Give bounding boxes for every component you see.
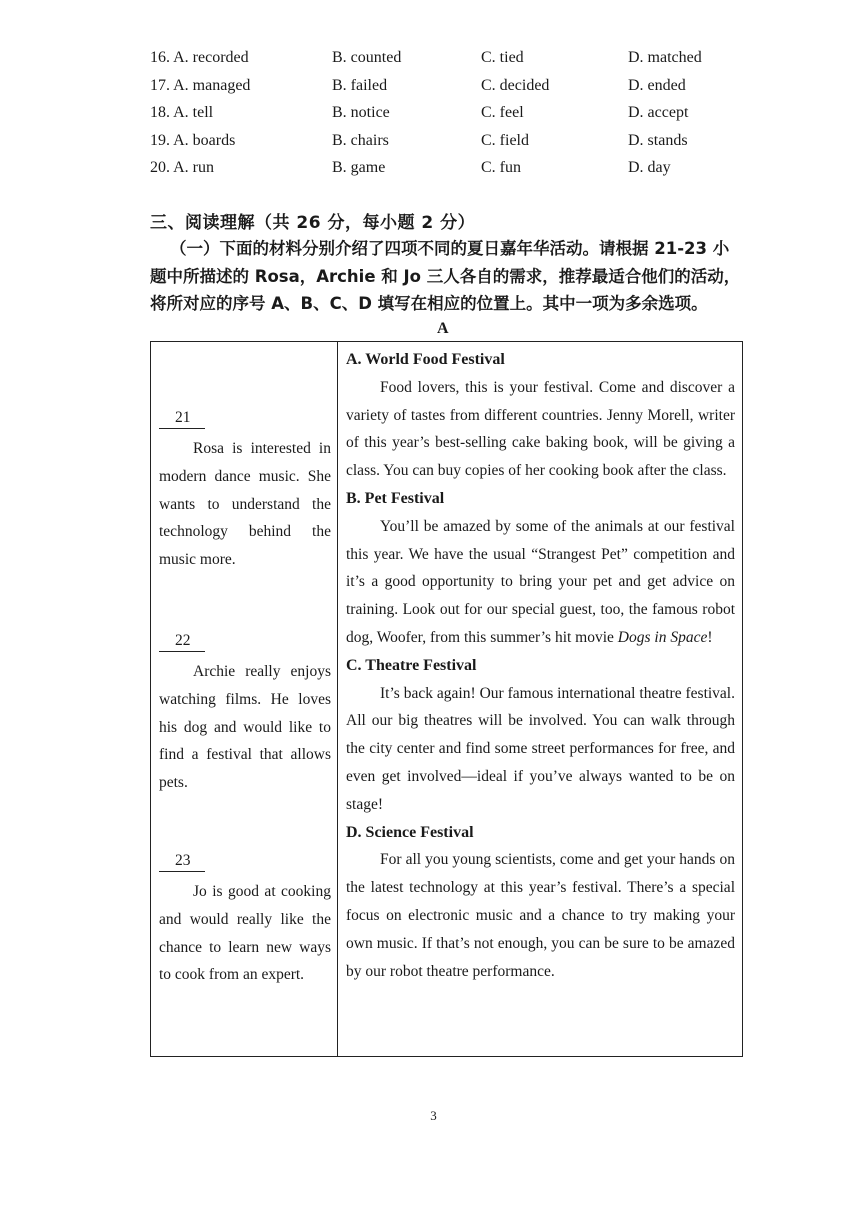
option-row (150, 154, 750, 182)
festival-title: A. World Food Festival (346, 351, 505, 368)
answer-blank[interactable]: 22 (159, 631, 205, 652)
option-c: C. field (481, 131, 529, 149)
options-list (150, 44, 750, 182)
answer-blank[interactable]: 21 (159, 408, 205, 429)
column-divider (337, 342, 338, 1056)
section-title: 三、阅读理解（共 26 分，每小题 2 分） (150, 213, 476, 233)
option-c: C. decided (481, 76, 550, 94)
option-a: 18. A. tell (150, 104, 214, 121)
question-text: Jo is good at cooking and would really like the chance to learn new ways to cook from an expert. (159, 883, 331, 984)
option-b: B. game (332, 159, 386, 176)
option-row (150, 72, 750, 100)
option-c: C. feel (481, 104, 524, 121)
part-label: A (437, 320, 449, 337)
instruction-text: （一）下面的材料分别介绍了四项不同的夏日嘉年华活动。请根据 21-23 小题中所描述的 Rosa，Archie 和 Jo 三人各自的需求，推荐最适合他们的活动，将所对应的序号 A、B、C、D 填写在相应的位置上。其中一项为多余选项。 (150, 239, 741, 313)
option-b: B. chairs (332, 131, 389, 149)
answer-blank[interactable]: 23 (159, 851, 205, 872)
option-a: 17. A. managed (150, 76, 251, 94)
option-row (150, 44, 750, 72)
festival-a (346, 346, 735, 485)
festival-title: D. Science Festival (346, 823, 474, 841)
festival-c (346, 652, 735, 819)
option-b: B. failed (332, 76, 388, 94)
option-row (150, 127, 750, 155)
option-c: C. fun (481, 159, 521, 176)
option-d: D. stands (628, 131, 688, 149)
festival-d (346, 819, 735, 986)
option-a: 19. A. boards (150, 131, 236, 149)
festival-b (346, 485, 735, 652)
option-a: 16. A. recorded (150, 49, 249, 66)
question-21 (159, 404, 331, 574)
festival-text (346, 513, 735, 652)
option-c: C. tied (481, 49, 524, 66)
option-a: 20. A. run (150, 159, 214, 176)
question-22 (159, 627, 331, 797)
option-d: D. day (628, 159, 671, 176)
festival-table (150, 341, 743, 1057)
festival-title: B. Pet Festival (346, 489, 445, 507)
festival-title: C. Theatre Festival (346, 656, 477, 674)
question-text: Archie really enjoys watching films. He loves his dog and would like to find a festival that allows pets. (159, 663, 331, 792)
section-instruction (150, 235, 745, 318)
page-number: 3 (430, 1108, 437, 1123)
option-b: B. notice (332, 104, 390, 121)
festival-text: For all you young scientists, come and get your hands on the latest technology at this year’s festival. There’s a special focus on electronic music and a chance to try making your own music. If that’s not enough, you can be sure to be amazed by our robot theatre performance. (346, 851, 735, 980)
festival-text: Food lovers, this is your festival. Come and discover a variety of tastes from different countries. Jenny Morell, writer of this year’s best-selling cake baking book, will be giving a class. You can buy copies of her cooking book after the class. (346, 378, 735, 480)
festivals-column (346, 346, 735, 985)
question-23 (159, 847, 331, 989)
option-b: B. counted (332, 49, 402, 66)
question-text: Rosa is interested in modern dance music. She wants to understand the technology behind the music more. (159, 440, 331, 569)
option-row (150, 99, 750, 127)
option-d: D. accept (628, 104, 689, 121)
festival-text-part: ! (707, 628, 713, 646)
festival-text-part: You’ll be amazed by some of the animals at our festival this year. We have the usual “Strangest Pet” competition and it’s a good opportunity to bring your pet and get advice on training. Look out for our special guest, too, the famous robot dog, Woofer, from this summer’s hit movie (346, 517, 735, 646)
movie-title: Dogs in Space (617, 628, 708, 646)
option-d: D. ended (628, 76, 686, 94)
festival-text: It’s back again! Our famous international theatre festival. All our big theatres will be involved. You can walk through the city center and find some street performances for free, and even get involved—ideal if you’ve always wanted to be on stage! (346, 684, 735, 813)
option-d: D. matched (628, 49, 702, 66)
